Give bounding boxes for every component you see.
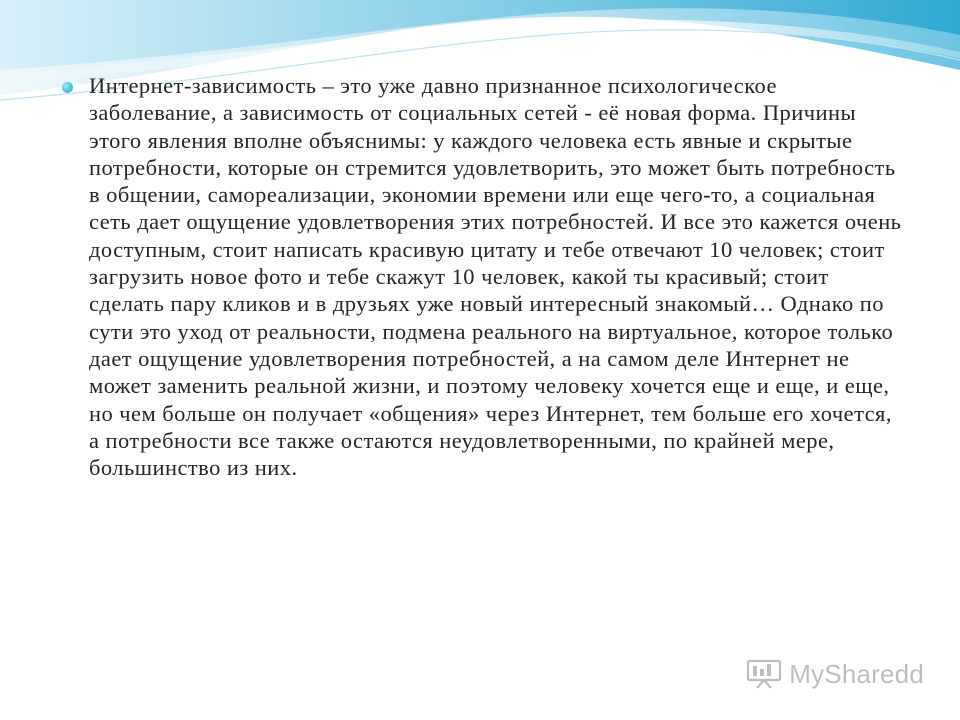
slide-content <box>62 72 902 481</box>
bullet-item <box>62 72 902 481</box>
watermark-text: MySharedd <box>789 658 924 689</box>
presentation-board-icon <box>745 658 783 690</box>
bullet-dot-icon <box>62 82 73 93</box>
watermark <box>745 658 924 690</box>
bullet-text: Интернет-зависимость – это уже давно признанное психологическое заболевание, а зависимость от социальных сетей - её новая форма. Причины этого явления вполне объяснимы: у каждого человека есть явные и скрытые потребности, которые он стремится удовлетворить, это может быть потребность в общении, самореализации, экономии времени или еще чего-то, а социальная сеть дает ощущение удовлетворения этих потребностей. И все это кажется очень доступным, стоит написать красивую цитату и тебе отвечают 10 человек; стоит загрузить новое фото и тебе скажут 10 человек, какой ты красивый; стоит сделать пару кликов и в друзьях уже новый интересный знакомый… Однако по сути это уход от реальности, подмена реального на виртуальное, которое только дает ощущение удовлетворения потребностей, а на самом деле Интернет не может заменить реальной жизни, и поэтому человеку хочется еще и еще, и еще, но чем больше он получает «общения» через Интернет, тем больше его хочется, а потребности все также остаются неудовлетворенными, по крайней мере, большинство из них. <box>89 73 902 481</box>
